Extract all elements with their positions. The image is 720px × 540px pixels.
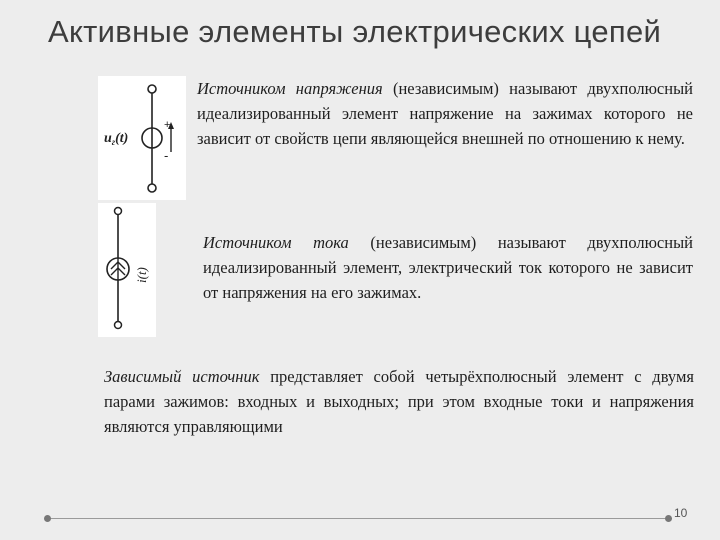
current-source-symbol xyxy=(98,203,156,337)
footer-dot-left xyxy=(44,515,51,522)
voltage-source-paragraph xyxy=(197,76,693,151)
plus-sign: + xyxy=(164,119,171,131)
footer-divider xyxy=(48,518,672,519)
slide-title: Активные элементы электрических цепей xyxy=(48,14,662,49)
current-source-figure xyxy=(98,203,156,337)
voltage-source-text: (независимым) называют двухполюсный идеализированный элемент напряжение на зажимах которого не зависит от свойств цепи являющейся внешней по отношению к нему. xyxy=(197,79,693,148)
voltage-label: u xyxy=(104,131,112,146)
dependent-source-term: Зависимый источник xyxy=(104,367,260,386)
current-source-paragraph xyxy=(203,230,693,305)
dependent-source-paragraph xyxy=(104,364,694,439)
current-source-term: Источником тока xyxy=(203,233,349,252)
svg-text:uг(t) xyxy=(104,131,128,147)
voltage-label-arg: (t) xyxy=(115,131,129,146)
voltage-source-symbol xyxy=(98,76,186,200)
voltage-source-term: Источником напряжения xyxy=(197,79,383,98)
voltage-label-sub: г xyxy=(111,137,116,147)
dependent-source-text: представляет собой четырёхполюсный элемент с двумя парами зажимов: входных и выходных; при этом входные токи и напряжения являются управляющими xyxy=(104,367,694,436)
page-number: 10 xyxy=(674,506,688,520)
footer-dot-right xyxy=(665,515,672,522)
current-source-text: (независимым) называют двухполюсный идеализированный элемент, электрический ток которого не зависит от напряжения на его зажимах. xyxy=(203,233,693,302)
minus-sign: - xyxy=(164,148,169,163)
current-label: i(t) xyxy=(134,267,149,283)
voltage-source-figure xyxy=(98,76,186,200)
